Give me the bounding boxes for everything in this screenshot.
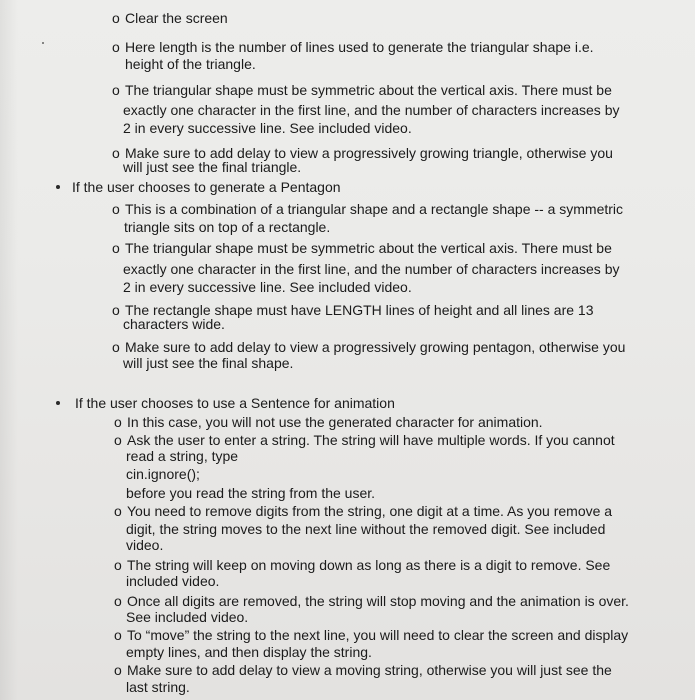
list-item-continuation: digit, the string moves to the next line without the removed digit. See included [126,521,606,537]
list-item-continuation: last string. [126,679,190,695]
list-item-string-delay [114,662,612,679]
list-item-text: You need to remove digits from the string, one digit at a time. As you remove a [127,503,613,519]
list-item-text: The string will keep on moving down as long as there is a digit to remove. See [127,557,611,573]
bullet-dot [56,401,60,405]
list-item-text: Ask the user to enter a string. The string will have multiple words. If you cannot [127,432,615,448]
list-item-triangle-symmetric [112,82,612,99]
sub-bullet: o [114,432,122,448]
list-item-move-string [114,627,628,644]
list-item-digits-removed [114,593,629,610]
list-item-continuation: triangle sits on top of a rectangle. [124,219,331,235]
list-item-text: The triangular shape must be symmetric about the vertical axis. There must be [125,240,612,256]
list-item-continuation: will just see the final triangle. [123,159,302,175]
list-item-no-generated-char [114,414,543,431]
code-snippet-cin-ignore: cin.ignore(); [126,466,200,482]
list-item-continuation: exactly one character in the first line, and the number of characters increases by [123,261,620,277]
sub-bullet: o [112,39,120,55]
sub-bullet: o [114,627,122,643]
list-item-length [112,39,594,56]
sub-bullet: o [112,240,120,256]
list-item-text: Once all digits are removed, the string will stop moving and the animation is over. [127,593,629,609]
list-item-text: Make sure to add delay to view a progressively growing triangle, otherwise you [125,145,613,161]
sub-bullet: o [112,10,120,26]
sub-bullet: o [114,503,122,519]
list-item-text: To “move” the string to the next line, you will need to clear the screen and display [127,627,629,643]
sub-bullet: o [112,145,120,161]
list-item-pentagon-delay [112,339,625,356]
list-item-continuation: empty lines, and then display the string. [126,644,372,660]
list-item-continuation: 2 in every successive line. See included video. [123,279,412,295]
list-item-clear-screen [112,10,228,27]
list-item-pentagon-triangle [112,240,612,257]
sub-bullet: o [112,201,120,217]
list-item-keep-moving [114,557,610,574]
list-item-continuation: See included video. [126,609,249,625]
list-item-continuation: height of the triangle. [125,56,256,72]
sub-bullet: o [114,662,122,678]
list-item-continuation: video. [126,537,164,553]
list-item-continuation: characters wide. [123,316,225,332]
list-item-remove-digits [114,503,612,520]
list-item-text: The rectangle shape must have LENGTH lines of height and all lines are 13 [125,302,594,318]
list-item-text: Clear the screen [125,10,228,26]
sub-bullet: o [114,593,122,609]
sub-bullet: o [112,82,120,98]
list-item-text: Make sure to add delay to view a progressively growing pentagon, otherwise you [125,339,626,355]
page-edge-shadow [0,0,18,700]
list-item-continuation: included video. [126,573,220,589]
list-item-continuation: before you read the string from the user. [126,485,376,501]
list-item-continuation: read a string, type [126,448,239,464]
list-item-text: Make sure to add delay to view a moving string, otherwise you will just see the [127,662,612,678]
section-heading-pentagon: If the user chooses to generate a Pentagon [72,179,341,195]
list-item-text: This is a combination of a triangular shape and a rectangle shape -- a symmetric [125,201,624,217]
sub-bullet: o [114,414,122,430]
list-item-text: In this case, you will not use the generated character for animation. [127,414,543,430]
section-heading-sentence: If the user chooses to use a Sentence for animation [75,395,395,411]
sub-bullet: o [112,302,120,318]
list-item-continuation: 2 in every successive line. See included video. [123,120,412,136]
list-item-text: The triangular shape must be symmetric about the vertical axis. There must be [125,82,612,98]
paper-speck [42,42,44,44]
list-item-pentagon-combination [112,201,623,218]
list-item-continuation: exactly one character in the first line, and the number of characters increases by [123,102,620,118]
list-item-enter-string [114,432,615,449]
list-item-text: Here length is the number of lines used to generate the triangular shape i.e. [125,39,594,55]
list-item-continuation: will just see the final shape. [123,355,294,371]
sub-bullet: o [114,557,122,573]
bullet-dot [56,185,60,189]
sub-bullet: o [112,339,120,355]
